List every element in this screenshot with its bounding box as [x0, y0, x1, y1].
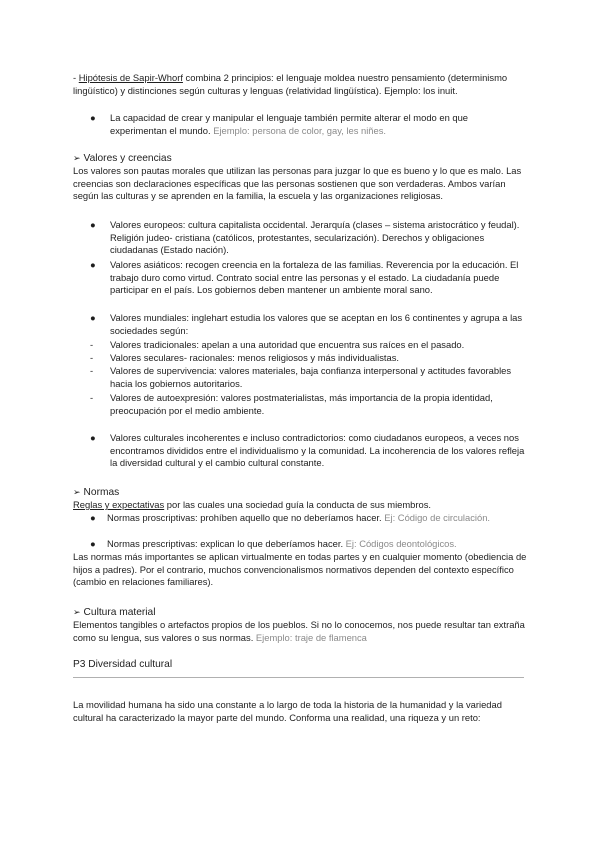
example-text: Ejemplo: traje de flamenca [255, 631, 367, 643]
dash-item-text: Valores seculares- racionales: menos religiosos y más individualistas. [110, 352, 400, 363]
list-item-text: La capacidad de crear y manipular el lenguaje también permite alterar el modo en que experimentan el mundo. Ejemplo: persona de color, gay, les niñes. [110, 112, 469, 136]
divider [73, 677, 524, 678]
example-text: Ej: Códigos deontológicos. [345, 538, 457, 549]
section-heading-material: ➢ Cultura material [73, 607, 156, 618]
arrow-icon: ➢ [73, 153, 81, 163]
arrow-icon: ➢ [73, 487, 81, 497]
bullet-icon: ● [90, 312, 96, 323]
dash-item-text: Valores de supervivencia: valores materiales, baja confianza interpersonal y actitudes favorables hacia los gobiernos autoritarios. [110, 365, 512, 389]
dash-marker: - [90, 392, 94, 403]
sapir-whorf-paragraph [73, 72, 531, 97]
sapir-whorf-text: combina 2 principios: el lenguaje moldea nuestro pensamiento (determinismo lingüístico) y distinciones según culturas y lenguas (relatividad lingüística). Ejemplo: los inuit. [73, 72, 508, 96]
list-item-text: Valores culturales incoherentes e incluso contradictorios: como ciudadanos europeos, a veces nos encontramos divididos entre el individualismo y la comunidad. La incoherencia de los valores refleja la diversidad cultural y el cambio cultural constante. [110, 432, 525, 469]
arrow-icon: ➢ [73, 607, 81, 617]
example-text: Ejemplo: persona de color, gay, les niñes. [213, 124, 387, 136]
bullet-icon: ● [90, 432, 96, 443]
list-item-text: Normas prescriptivas: explican lo que deberíamos hacer. Ej: Códigos deontológicos. [107, 538, 457, 549]
section-heading-normas: ➢ Normas [73, 487, 120, 498]
bullet-icon: ● [90, 259, 96, 270]
list-item-text: Valores europeos: cultura capitalista occidental. Jerarquía (clases – sistema aristocrático y feudal). Religión judeo- cristiana (católicos, protestantes, secularización). Derechos y obligaciones ciudadanas (Estado nación). [110, 219, 520, 256]
bullet-icon: ● [90, 512, 96, 523]
list-item-text: Valores asiáticos: recogen creencia en la fortaleza de las familias. Reverencia por la educación. El trabajo duro como virtud. Contrato social entre las personas y el estado. La ciudadanía puede participar en el país. Los gobiernos deben mantener un ambiente moral sano. [110, 259, 519, 296]
dash-marker: - [90, 339, 94, 350]
list-item-text: Normas proscriptivas: prohíben aquello que no deberíamos hacer. Ej: Código de circulación. [107, 512, 491, 523]
dash-item-text: Valores de autoexpresión: valores postmaterialistas, más importancia de la propia identidad, preocupación por el medio ambiente. [110, 392, 493, 416]
example-text: Ej: Código de circulación. [384, 512, 491, 523]
dash-item-text: Valores tradicionales: apelan a una autoridad que encuentra sus raíces en el pasado. [110, 339, 465, 350]
dash-marker: - [90, 365, 94, 376]
bullet-icon: ● [90, 538, 96, 549]
dash-marker: - [90, 352, 94, 363]
valores-intro: Los valores son pautas morales que utilizan las personas para juzgar lo que es bueno y lo que es malo. Las creencias son declaraciones específicas que las personas sostienen que son verdaderas. Ambos varían según las culturas y se aprenden en la familia, la escuela y las organizaciones religiosas. [73, 165, 522, 202]
normas-definition: Reglas y expectativas por las cuales una sociedad guía la conducta de sus miembros. [73, 499, 432, 510]
bullet-icon: ● [90, 112, 96, 123]
page-section-title: P3 Diversidad cultural [73, 659, 173, 670]
dash-prefix: - [73, 72, 79, 83]
normas-paragraph: Las normas más importantes se aplican virtualmente en todas partes y en cualquier momento (obediencia de hijos a padres). Por el contrario, muchos convencionalismos normativos dependen del contexto específico (cambio en relaciones familiares). [73, 551, 527, 588]
list-item-text: Valores mundiales: inglehart estudia los valores que se aceptan en los 6 continentes y agrupa a las sociedades según: [110, 312, 523, 336]
section-heading-valores: ➢ Valores y creencias [73, 153, 172, 164]
p3-paragraph: La movilidad humana ha sido una constante a lo largo de toda la historia de la humanidad y la variedad cultural ha caracterizado la mayor parte del mundo. Conforma una realidad, una riqueza y un reto: [73, 699, 502, 723]
bullet-icon: ● [90, 219, 96, 230]
sapir-whorf-link[interactable]: Hipótesis de Sapir-Whorf [78, 72, 183, 83]
reglas-link[interactable]: Reglas y expectativas [73, 499, 165, 510]
material-paragraph: Elementos tangibles o artefactos propios de los pueblos. Si no lo conocemos, nos puede resultar tan extraña como su lengua, sus valores o sus normas. Ejemplo: traje de flamenca [73, 619, 525, 643]
